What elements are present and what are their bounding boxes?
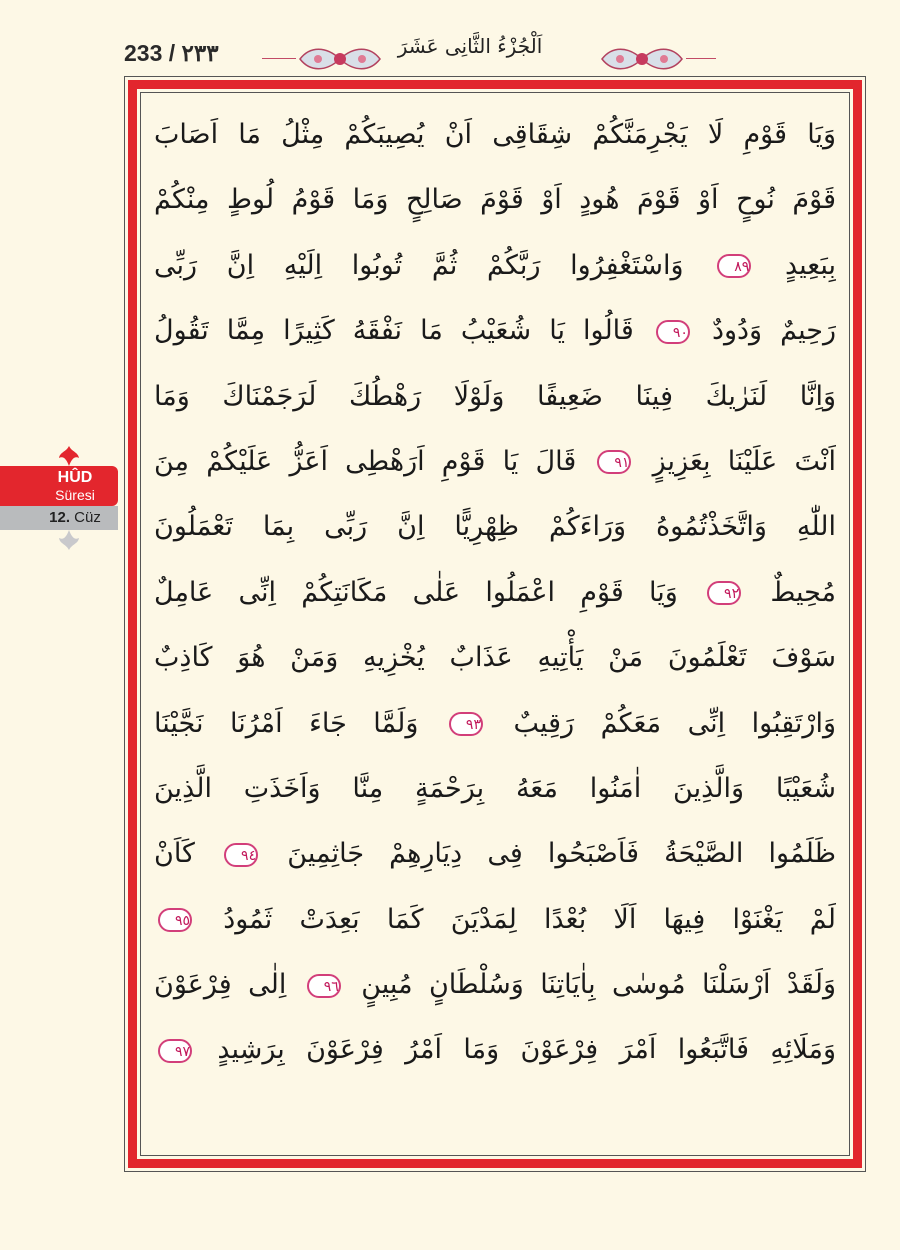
side-fleur-bottom-icon: [56, 528, 82, 552]
verse-text: كَاَنْ: [154, 838, 195, 870]
verse-line: [154, 167, 836, 232]
side-fleur-top-icon: [56, 444, 82, 468]
verse-text: وَلَقَدْ اَرْسَلْنَا مُوسٰى بِاٰيَاتِنَا وَسُلْطَانٍ مُبِينٍ: [361, 969, 836, 1001]
verse-line: [154, 821, 836, 886]
ayah-number-marker: ٩٦: [307, 974, 341, 998]
cuz-tab[interactable]: [0, 506, 118, 530]
verse-text: وَمَلَائِهِ فَاتَّبَعُوا اَمْرَ فِرْعَوْنَ وَمَا اَمْرُ فِرْعَوْنَ بِرَشِيدٍ: [217, 1034, 836, 1066]
juz-title: اَلْجُزْءُ الثَّانِى عَشَرَ: [397, 34, 543, 58]
verse-text: ظَلَمُوا الصَّيْحَةُ فَاَصْبَحُوا فِى دِيَارِهِمْ جَاثِمِينَ: [287, 838, 836, 870]
left-header-ornament-icon: [296, 42, 384, 76]
verse-text: شُعَيْبًا وَالَّذِينَ اٰمَنُوا مَعَهُ بِرَحْمَةٍ مِنَّا وَاَخَذَتِ الَّذِينَ: [154, 772, 836, 804]
verse-line: [154, 952, 836, 1017]
verse-text: قَوْمَ نُوحٍ اَوْ قَوْمَ هُودٍ اَوْ قَوْمَ صَالِحٍ وَمَا قَوْمُ لُوطٍ مِنْكُمْ: [154, 184, 836, 216]
verse-text: بِبَعِيدٍ: [784, 249, 836, 281]
ayah-number-marker: ٩٧: [158, 1039, 192, 1063]
header-rule-right: [686, 58, 716, 59]
verse-text: مُحِيطٌ: [770, 576, 836, 608]
verse-line: [154, 691, 836, 756]
ayah-number-marker: ٩٣: [449, 712, 483, 736]
sure-label: Süresi: [55, 487, 95, 503]
verse-text: اِلٰى فِرْعَوْنَ: [154, 969, 287, 1001]
verse-text: وَارْتَقِبُوا اِنِّى مَعَكُمْ رَقِيبٌ: [513, 707, 836, 739]
verse-line: [154, 494, 836, 559]
verse-text: وَلَمَّا جَاءَ اَمْرُنَا نَجَّيْنَا: [154, 707, 419, 739]
header-rule-left: [262, 58, 296, 59]
verse-text: رَحِيمٌ وَدُودٌ: [711, 315, 836, 347]
quran-text-block: [154, 102, 836, 1083]
verse-line: [154, 887, 836, 952]
cuz-number: 12.: [49, 509, 70, 526]
verse-line: [154, 625, 836, 690]
verse-line: [154, 233, 836, 298]
ayah-number-marker: ٩٢: [707, 581, 741, 605]
verse-text: وَيَا قَوْمِ لَا يَجْرِمَنَّكُمْ شِقَاقِى اَنْ يُصِيبَكُمْ مِثْلُ مَا اَصَابَ: [154, 119, 836, 150]
verse-text: وَاسْتَغْفِرُوا رَبَّكُمْ ثُمَّ تُوبُوا اِلَيْهِ اِنَّ رَبِّى: [154, 249, 684, 281]
sure-name: HÛD: [57, 469, 93, 486]
verse-text: قَالَ يَا قَوْمِ اَرَهْطِى اَعَزُّ عَلَيْكُمْ مِنَ: [154, 445, 577, 477]
ayah-number-marker: ٩٥: [158, 908, 192, 932]
verse-text: قَالُوا يَا شُعَيْبُ مَا نَفْقَهُ كَثِيرًا مِمَّا تَقُولُ: [154, 315, 634, 347]
verse-text: اللّٰهِ وَاتَّخَذْتُمُوهُ وَرَاءَكُمْ ظِهْرِيًّا اِنَّ رَبِّى بِمَا تَعْمَلُونَ: [154, 511, 836, 543]
ayah-number-marker: ٩٤: [224, 843, 258, 867]
page-header: [0, 0, 900, 80]
sure-tab[interactable]: [0, 466, 118, 506]
verse-text: سَوْفَ تَعْلَمُونَ مَنْ يَأْتِيهِ عَذَابٌ يُخْزِيهِ وَمَنْ هُوَ كَاذِبٌ: [154, 642, 836, 674]
verse-line: [154, 560, 836, 625]
ayah-number-marker: ٨٩: [717, 254, 751, 278]
ayah-number-marker: ٩٠: [656, 320, 690, 344]
verse-text: وَيَا قَوْمِ اعْمَلُوا عَلٰى مَكَانَتِكُمْ اِنِّى عَامِلٌ: [154, 576, 678, 608]
right-header-ornament-icon: [598, 42, 686, 76]
cuz-label: Cüz: [74, 509, 101, 526]
verse-line: [154, 756, 836, 821]
verse-line: [154, 298, 836, 363]
verse-text: لَمْ يَغْنَوْا فِيهَا اَلَا بُعْدًا لِمَدْيَنَ كَمَا بَعِدَتْ ثَمُودُ: [223, 903, 836, 935]
ayah-number-marker: ٩١: [597, 450, 631, 474]
verse-text: وَاِنَّا لَنَرٰيكَ فِينَا ضَعِيفًا وَلَوْلَا رَهْطُكَ لَرَجَمْنَاكَ وَمَا: [154, 380, 836, 412]
verse-line: [154, 364, 836, 429]
verse-line: [154, 102, 836, 167]
verse-line: [154, 1017, 836, 1082]
verse-text: اَنْتَ عَلَيْنَا بِعَزِيزٍ: [652, 445, 836, 477]
verse-line: [154, 429, 836, 494]
page-number: 233 / ٢٣٣: [124, 40, 219, 66]
